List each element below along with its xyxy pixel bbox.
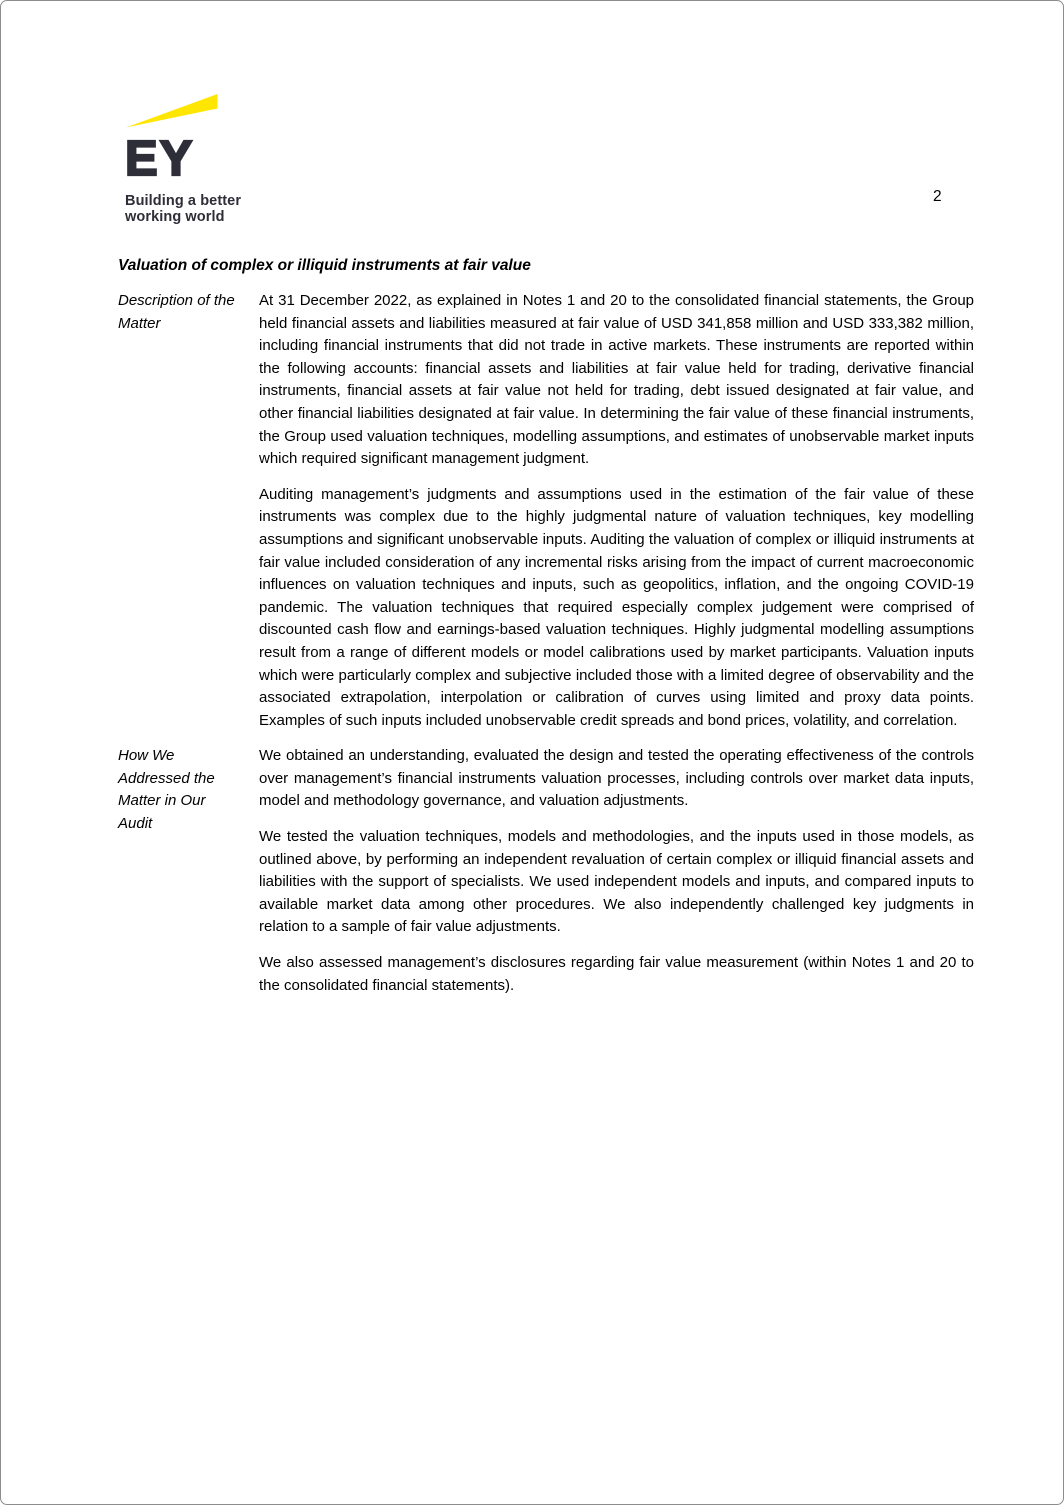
ey-beam-icon: [126, 94, 218, 128]
ey-tagline-line1: Building a better: [125, 193, 242, 209]
section-body: [259, 290, 974, 745]
paragraph: We tested the valuation techniques, models and methodologies, and the inputs used in those models, as outlined above, by performing an independent revaluation of certain complex or illiquid financial assets and liabilities with the support of specialists. We used independent models and inputs, and compared inputs to available market data among other procedures. We also independently challenged key judgments in relation to a sample of fair value adjustments.: [259, 828, 974, 936]
document-content: [118, 256, 974, 1010]
ey-logo: [125, 94, 241, 225]
paragraph: Auditing management’s judgments and assumptions used in the estimation of the fair value of these instruments was complex due to the highly judgmental nature of valuation techniques, key modelling assumptions and significant unobservable inputs. Auditing the valuation of complex or illiquid instruments at fair value included consideration of any incremental risks arising from the impact of current macroeconomic influences on valuation techniques and inputs, such as geopolitics, inflation, and the ongoing COVID-19 pandemic. The valuation techniques that required especially complex judgement were comprised of discounted cash flow and earnings-based valuation techniques. Highly judgmental modelling assumptions result from a range of different models or model calibrations used by market participants. Valuation inputs which were particularly complex and subjective included those with a limited degree of observability and the associated extrapolation, interpolation or calibration of curves using limited and proxy data points. Examples of such inputs included unobservable credit spreads and bond prices, volatility, and correlation.: [259, 485, 974, 729]
page-number: 2: [933, 188, 942, 205]
section-label: Description of the Matter: [118, 292, 235, 332]
paragraph: We also assessed management’s disclosures regarding fair value measurement (within Notes 1 and 20 to the consolidated financial statements).: [259, 954, 974, 994]
section-label-column: [118, 290, 259, 335]
paragraph: We obtained an understanding, evaluated the design and tested the operating effectiveness of the controls over management’s financial instruments valuation processes, including controls over market data inputs, model and methodology governance, and valuation adjustments.: [259, 747, 974, 810]
section-label-column: [118, 745, 259, 835]
section-body: [259, 745, 974, 1010]
ey-wordmark: EY: [125, 132, 195, 186]
section-label: How We Addressed the Matter in Our Audit: [118, 747, 215, 832]
paragraph: At 31 December 2022, as explained in Notes 1 and 20 to the consolidated financial statements, the Group held financial assets and liabilities measured at fair value of USD 341,858 million and USD 333,382 million, including financial instruments that did not trade in active markets. These instruments are reported within the following accounts: financial assets and liabilities at fair value held for trading, derivative financial instruments, financial assets at fair value not held for trading, debt issued designated at fair value, and other financial liabilities designated at fair value. In determining the fair value of these financial instruments, the Group used valuation techniques, modelling assumptions, and estimates of unobservable market inputs which required significant management judgment.: [259, 292, 974, 468]
ey-tagline-line2: working world: [125, 209, 225, 226]
section-how-we-addressed: [118, 745, 974, 1010]
section-description-of-the-matter: [118, 290, 974, 745]
ey-tagline: [125, 193, 241, 225]
page-title: Valuation of complex or illiquid instruments at fair value: [118, 257, 531, 274]
